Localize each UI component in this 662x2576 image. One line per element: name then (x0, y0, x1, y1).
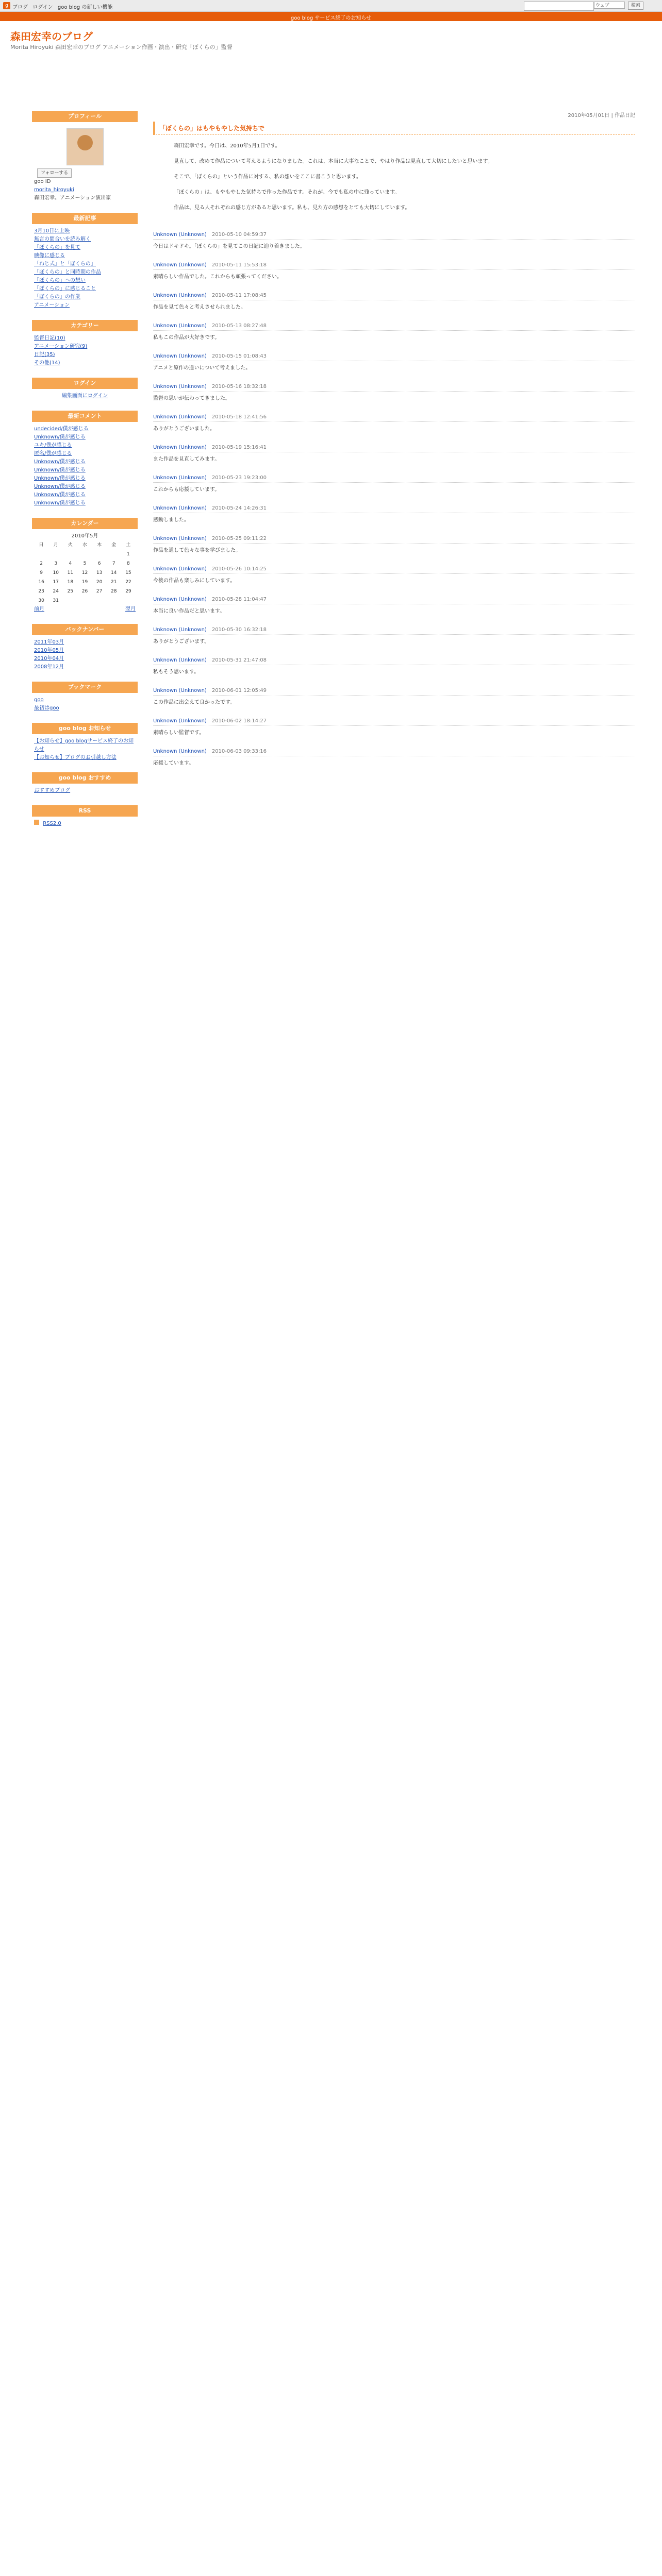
comment-link[interactable]: Unknown/僕が感じる (34, 476, 86, 481)
comment-header (153, 323, 635, 331)
comment-time: 2010-05-13 08:27:48 (211, 323, 267, 329)
comment-body: 素晴らしい監督です。 (153, 730, 205, 736)
weekday: 金 (111, 543, 117, 548)
category-item[interactable]: 日記(35) (34, 352, 55, 358)
comment-link[interactable]: 匿名/僕が感じる (34, 451, 72, 456)
cal-day: 5 (83, 561, 87, 566)
comment-body: 今日はドキドキ。「ぼくらの」を見てこの日記に辿り着きました。 (153, 244, 305, 249)
login-box (32, 378, 138, 403)
entry-paragraph: 作品は、見る人それぞれの感じ方があると思います。私も、見た方の感想をとても大切にしています。 (174, 205, 410, 211)
comment-body: 監督の思いが伝わってきました。 (153, 396, 230, 401)
comment-body: 感動しました。 (153, 517, 189, 523)
cal-day: 16 (38, 580, 44, 585)
comment-author[interactable]: Unknown (Unknown) (153, 445, 207, 450)
cal-day: 6 (97, 561, 101, 566)
cal-day: 21 (111, 580, 117, 585)
calendar-month: 2010年5月 (71, 533, 98, 539)
comments-heading: 最新コメント (32, 411, 138, 422)
comment-header (153, 262, 635, 270)
cal-day: 11 (67, 570, 74, 575)
cal-day: 20 (96, 580, 103, 585)
weekday: 木 (97, 543, 102, 548)
weekday: 月 (53, 543, 58, 548)
comment-author[interactable]: Unknown (Unknown) (153, 597, 207, 602)
comment-time: 2010-05-16 18:32:18 (211, 384, 267, 389)
goo-info-heading: goo blog お知らせ (32, 723, 138, 734)
bookmark-item[interactable]: 最初はgoo (34, 705, 59, 711)
top-bar (0, 0, 662, 12)
goo-recommend-item[interactable]: おすすめブログ (34, 788, 71, 793)
cal-day (77, 550, 92, 559)
cal-day (34, 550, 48, 559)
profile-heading: プロフィール (32, 111, 138, 122)
recent-heading: 最新記事 (32, 213, 138, 224)
comment-time: 2010-06-02 18:14:27 (211, 718, 267, 724)
comment-time: 2010-05-19 15:16:41 (211, 445, 267, 450)
sidebar (32, 111, 138, 838)
goo-logo-icon[interactable]: g (3, 2, 10, 9)
recent-item[interactable]: 「ぼくらの」への想い (34, 278, 86, 283)
comment-link[interactable]: Unknown/僕が感じる (34, 459, 86, 465)
category-box (32, 320, 138, 370)
comment-body: ありがとうございました。 (153, 426, 215, 432)
comment-author[interactable]: Unknown (Unknown) (153, 414, 207, 420)
calendar-box (32, 518, 138, 617)
backnumber-box (32, 624, 138, 674)
cal-day: 1 (127, 552, 130, 557)
gooid-link[interactable]: morita_hiroyuki (34, 187, 74, 193)
weekday: 火 (68, 543, 73, 548)
recent-item[interactable]: 「ぼくらの」に感じること (34, 286, 96, 292)
comment-header (153, 505, 635, 513)
search-scope-select[interactable]: ウェブ (594, 2, 625, 9)
cal-day (121, 596, 136, 605)
cal-day: 9 (40, 570, 43, 575)
comment-body: 私もそう思います。 (153, 669, 200, 675)
comment-author[interactable]: Unknown (Unknown) (153, 566, 207, 572)
comment-time: 2010-05-11 17:08:45 (211, 293, 267, 298)
comment-time: 2010-05-28 11:04:47 (211, 597, 267, 602)
login-heading: ログイン (32, 378, 138, 389)
goo-recommend-heading: goo blog おすすめ (32, 772, 138, 784)
comment-time: 2010-05-31 21:47:08 (211, 657, 267, 663)
cal-day: 7 (112, 561, 115, 566)
rss-link[interactable]: RSS2.0 (43, 821, 61, 826)
cal-day (92, 550, 107, 559)
comment-header (153, 688, 635, 696)
comment-body: 素晴らしい作品でした。これからも頑張ってください。 (153, 274, 282, 280)
comment-list (153, 232, 635, 768)
entry-paragraph: 見直して、改めて作品について考えるようになりました。これは、本当に大事なことで、やはり作品は見直して大切にしたいと思います。 (174, 159, 493, 164)
comment-body: 応援しています。 (153, 760, 194, 766)
search-input[interactable] (524, 2, 594, 11)
cal-day: 23 (38, 589, 44, 594)
comment-author[interactable]: Unknown (Unknown) (153, 293, 207, 298)
cal-day: 2 (40, 561, 43, 566)
cal-day: 22 (125, 580, 131, 585)
entry-paragraph: 森田宏幸です。今日は、2010年5月1日です。 (174, 143, 280, 149)
cal-day: 19 (81, 580, 88, 585)
comment-link[interactable]: Unknown/僕が感じる (34, 484, 86, 489)
main-content (153, 111, 635, 779)
bookmark-heading: ブックマーク (32, 682, 138, 693)
bookmark-box (32, 682, 138, 716)
comment-time: 2010-05-11 15:53:18 (211, 262, 267, 268)
profile-note: 森田宏幸。アニメーション演出家 (34, 195, 111, 201)
promo-text[interactable]: goo blog サービス終了のお知らせ (290, 15, 372, 21)
backnumber-heading: バックナンバー (32, 624, 138, 635)
comment-time: 2010-06-03 09:33:16 (211, 749, 267, 754)
category-item[interactable]: アニメーション研究(9) (34, 344, 88, 349)
goo-info-item[interactable]: 【お知らせ】goo blogサービス終了のお知らせ (34, 738, 134, 752)
top-link-login[interactable]: ログイン (32, 5, 53, 10)
profile-box (32, 111, 138, 206)
entry-paragraph: そこで、「ぼくらの」という作品に対する、私の想いをここに書こうと思います。 (174, 174, 361, 180)
backnumber-item[interactable]: 2008年12月 (34, 664, 64, 670)
comment-link[interactable]: Unknown/僕が感じる (34, 492, 86, 498)
login-link[interactable]: 編集画面にログイン (61, 393, 108, 399)
comment-author[interactable]: Unknown (Unknown) (153, 384, 207, 389)
comment-author[interactable]: Unknown (Unknown) (153, 232, 207, 238)
comment-body: ありがとうございます。 (153, 639, 210, 645)
cal-day: 18 (67, 580, 74, 585)
category-item[interactable]: 監督日記(10) (34, 335, 65, 341)
entry-title[interactable]: 「ぼくらの」はもやもやした気持ちで (153, 122, 635, 135)
blog-header (0, 21, 662, 52)
comment-header (153, 384, 635, 392)
comment-header (153, 536, 635, 544)
comment-header (153, 293, 635, 300)
calendar-prev[interactable]: 前月 (34, 606, 44, 612)
entry-body (153, 135, 635, 227)
comment-header (153, 445, 635, 452)
weekday: 水 (82, 543, 87, 548)
comment-link[interactable]: Unknown/僕が感じる (34, 467, 86, 473)
goo-info-box (32, 723, 138, 765)
rss-box (32, 805, 138, 831)
cal-day: 31 (53, 598, 59, 603)
category-heading: カテゴリー (32, 320, 138, 331)
comment-header (153, 627, 635, 635)
comment-author[interactable]: Unknown (Unknown) (153, 262, 207, 268)
comment-body: アニメと原作の違いについて考えました。 (153, 365, 251, 371)
cal-day (107, 596, 121, 605)
comment-author[interactable]: Unknown (Unknown) (153, 536, 207, 541)
comment-link[interactable]: ユキ/僕が感じる (34, 443, 72, 448)
recent-item[interactable]: 3月10日に上映 (34, 228, 70, 234)
rss-icon (34, 820, 39, 825)
comment-author[interactable]: Unknown (Unknown) (153, 718, 207, 724)
comment-header (153, 475, 635, 483)
top-links (12, 3, 115, 10)
comment-body: これからも応援しています。 (153, 487, 220, 493)
cal-day: 8 (127, 561, 130, 566)
comment-time: 2010-05-26 10:14:25 (211, 566, 267, 572)
comment-body: 本当に良い作品だと思います。 (153, 608, 225, 614)
backnumber-item[interactable]: 2010年05月 (34, 648, 64, 653)
cal-day: 29 (125, 589, 131, 594)
recent-item[interactable]: 「ねじ式」と「ぼくらの」 (34, 261, 96, 267)
comment-author[interactable]: Unknown (Unknown) (153, 475, 207, 481)
calendar-table (34, 540, 136, 605)
comment-body: また作品を見直してみます。 (153, 456, 220, 462)
comment-author[interactable]: Unknown (Unknown) (153, 749, 207, 754)
backnumber-item[interactable]: 2011年03月 (34, 639, 64, 645)
comment-link[interactable]: Unknown/僕が感じる (34, 434, 86, 440)
comment-body: 今後の作品も楽しみにしています。 (153, 578, 236, 584)
comment-header (153, 597, 635, 604)
cal-day: 3 (54, 561, 58, 566)
follow-button[interactable]: フォローする (37, 168, 72, 178)
cal-day: 15 (125, 570, 131, 575)
recent-item[interactable]: 「ぼくらの」と同時期の作品 (34, 269, 101, 275)
comment-body: 私もこの作品が大好きです。 (153, 335, 220, 341)
recent-item[interactable]: 「ぼくらの」の作業 (34, 294, 80, 300)
cal-day (48, 550, 63, 559)
comment-link[interactable]: undecided/僕が感じる (34, 426, 89, 432)
comment-time: 2010-05-10 04:59:37 (211, 232, 267, 238)
cal-day: 28 (111, 589, 117, 594)
goo-recommend-box (32, 772, 138, 798)
goo-info-item[interactable]: 【お知らせ】ブログのお引越し方法 (34, 755, 117, 760)
cal-day (107, 550, 121, 559)
cal-day: 17 (53, 580, 59, 585)
rss-heading: RSS (32, 805, 138, 817)
comment-author[interactable]: Unknown (Unknown) (153, 627, 207, 633)
recent-item[interactable]: 無言の間合いを読み解く (34, 236, 91, 242)
comment-author[interactable]: Unknown (Unknown) (153, 323, 207, 329)
cal-day (63, 596, 77, 605)
comment-link[interactable]: Unknown/僕が感じる (34, 500, 86, 506)
calendar-heading: カレンダー (32, 518, 138, 529)
cal-day: 30 (38, 598, 44, 603)
cal-day (92, 596, 107, 605)
promo-banner (0, 12, 662, 21)
recent-box (32, 213, 138, 313)
avatar (67, 128, 104, 165)
comment-time: 2010-05-23 19:23:00 (211, 475, 267, 481)
gooid-label: goo ID (34, 179, 51, 184)
comment-header (153, 414, 635, 422)
comment-time: 2010-06-01 12:05:49 (211, 688, 267, 693)
blog-title[interactable]: 森田宏幸のブログ (10, 30, 93, 43)
category-item[interactable]: その他(14) (34, 360, 60, 366)
comment-header (153, 353, 635, 361)
cal-day: 26 (81, 589, 88, 594)
cal-day: 14 (111, 570, 117, 575)
top-link-new-features[interactable]: goo blog の新しい機能 (57, 5, 113, 10)
comment-header (153, 566, 635, 574)
comment-header (153, 749, 635, 756)
comment-author[interactable]: Unknown (Unknown) (153, 353, 207, 359)
comments-box (32, 411, 138, 511)
cal-day: 4 (69, 561, 72, 566)
comment-header (153, 657, 635, 665)
bookmark-item[interactable]: goo (34, 697, 44, 703)
comment-time: 2010-05-30 16:32:18 (211, 627, 267, 633)
comment-header (153, 232, 635, 240)
recent-item[interactable]: 「ぼくらの」を見て (34, 245, 80, 250)
recent-item[interactable]: 映像に感じる (34, 253, 65, 259)
entry-date: 2010年05月01日 | 作品日記 (568, 113, 635, 118)
comment-header (153, 718, 635, 726)
comment-body: この作品に出会えて良かったです。 (153, 700, 236, 705)
top-link-blog[interactable]: ブログ (12, 5, 28, 10)
blog-description: Morita Hiroyuki 森田宏幸のブログ アニメーション作画・演出・研究「ぼくらの」監督 (10, 44, 233, 50)
cal-day (77, 596, 92, 605)
comment-body: 作品を見て色々と考えさせられました。 (153, 304, 246, 310)
weekday: 日 (39, 543, 44, 548)
cal-day: 10 (53, 570, 59, 575)
comment-time: 2010-05-25 09:11:22 (211, 536, 267, 541)
cal-day: 13 (96, 570, 103, 575)
comment-author[interactable]: Unknown (Unknown) (153, 505, 207, 511)
recent-item[interactable]: アニメーション (34, 302, 70, 308)
search-button[interactable]: 検索 (628, 2, 643, 10)
comment-time: 2010-05-15 01:08:43 (211, 353, 267, 359)
comment-body: 作品を通して色々な事を学びました。 (153, 548, 241, 553)
entry-paragraph: 「ぼくらの」は、もやもやした気持ちで作った作品です。それが、今でも私の中に残っています。 (174, 190, 400, 195)
cal-day: 12 (81, 570, 88, 575)
cal-day: 24 (53, 589, 59, 594)
comment-time: 2010-05-18 12:41:56 (211, 414, 267, 420)
comment-author[interactable]: Unknown (Unknown) (153, 657, 207, 663)
cal-day (63, 550, 77, 559)
backnumber-item[interactable]: 2010年04月 (34, 656, 64, 662)
calendar-next[interactable]: 翌月 (125, 606, 136, 612)
weekday: 土 (126, 543, 131, 548)
comment-time: 2010-05-24 14:26:31 (211, 505, 267, 511)
cal-day: 27 (96, 589, 103, 594)
cal-day: 25 (67, 589, 74, 594)
comment-author[interactable]: Unknown (Unknown) (153, 688, 207, 693)
